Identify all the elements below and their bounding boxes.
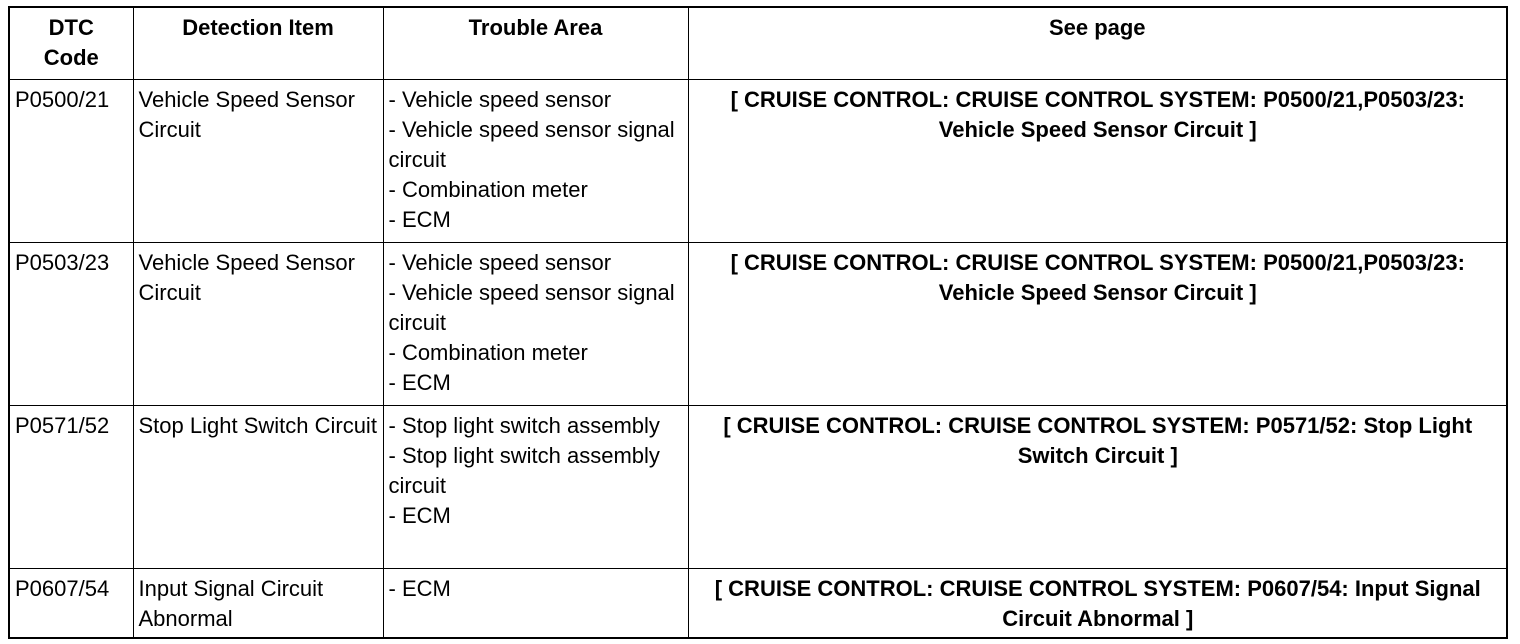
trouble-area-cell	[383, 405, 688, 568]
dtc-code-cell: P0607/54	[9, 568, 133, 638]
dtc-code-cell: P0571/52	[9, 405, 133, 568]
table-row	[9, 568, 1507, 638]
header-dtc-code	[9, 7, 133, 79]
trouble-area-line: - Combination meter	[388, 339, 588, 365]
header-row	[9, 7, 1507, 79]
trouble-area-cell	[383, 568, 688, 638]
dtc-code-cell: P0500/21	[9, 79, 133, 242]
trouble-area-line: - ECM	[388, 369, 451, 395]
trouble-area-line: - Vehicle speed sensor	[388, 249, 612, 275]
trouble-area-cell	[383, 79, 688, 242]
trouble-area-cell	[383, 242, 688, 405]
dtc-table	[8, 6, 1508, 639]
trouble-area-line: - ECM	[388, 502, 451, 528]
see-page-link[interactable]: [ CRUISE CONTROL: CRUISE CONTROL SYSTEM: P0500/21,P0503/23: Vehicle Speed Sensor Circuit ]	[688, 79, 1507, 242]
detection-item-cell: Stop Light Switch Circuit	[133, 405, 383, 568]
trouble-area-line: - Vehicle speed sensor signal circuit	[388, 116, 675, 172]
table-row	[9, 242, 1507, 405]
dtc-code-cell: P0503/23	[9, 242, 133, 405]
trouble-area-line: - Vehicle speed sensor signal circuit	[388, 279, 675, 335]
trouble-area-line: - Vehicle speed sensor	[388, 86, 612, 112]
table-row	[9, 405, 1507, 568]
trouble-area-line: - ECM	[388, 206, 451, 232]
header-detection-item: Detection Item	[133, 7, 383, 79]
see-page-link[interactable]: [ CRUISE CONTROL: CRUISE CONTROL SYSTEM: P0571/52: Stop Light Switch Circuit ]	[688, 405, 1507, 568]
trouble-area-line: - Stop light switch assembly circuit	[388, 442, 660, 498]
trouble-area-line: - Stop light switch assembly	[388, 412, 660, 438]
see-page-link[interactable]: [ CRUISE CONTROL: CRUISE CONTROL SYSTEM: P0607/54: Input Signal Circuit Abnormal ]	[688, 568, 1507, 638]
header-trouble-area: Trouble Area	[383, 7, 688, 79]
table-row	[9, 79, 1507, 242]
trouble-area-line: - ECM	[388, 575, 451, 601]
detection-item-cell: Vehicle Speed Sensor Circuit	[133, 79, 383, 242]
header-see-page: See page	[688, 7, 1507, 79]
header-dtc-code-line1: DTC	[48, 15, 94, 40]
trouble-area-line: - Combination meter	[388, 176, 588, 202]
header-dtc-code-line2: Code	[43, 45, 99, 70]
detection-item-cell: Input Signal Circuit Abnormal	[133, 568, 383, 638]
detection-item-cell: Vehicle Speed Sensor Circuit	[133, 242, 383, 405]
see-page-link[interactable]: [ CRUISE CONTROL: CRUISE CONTROL SYSTEM: P0500/21,P0503/23: Vehicle Speed Sensor Circuit ]	[688, 242, 1507, 405]
